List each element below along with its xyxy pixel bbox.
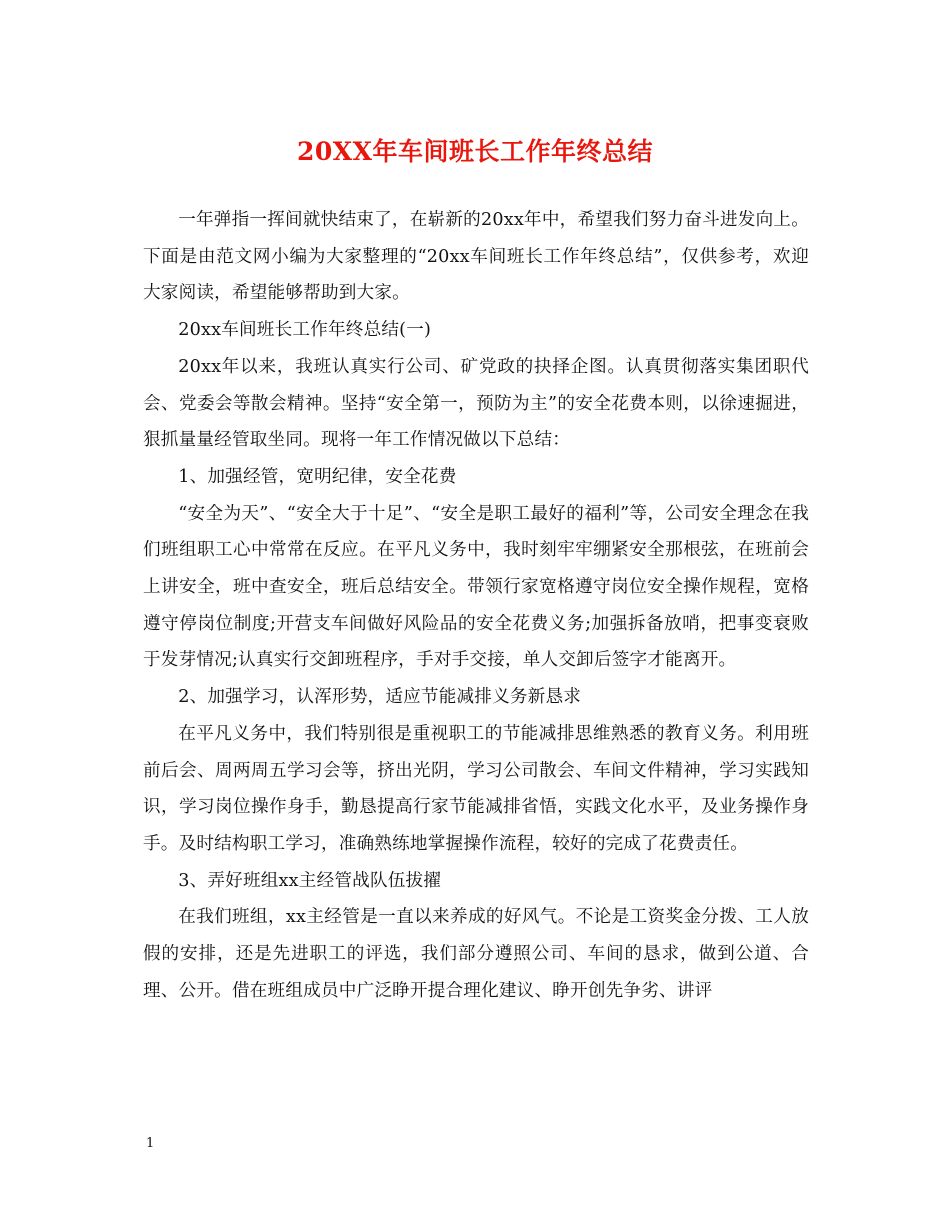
- document-body: [143, 202, 809, 1009]
- document-title: 20XX年车间班长工作年终总结: [296, 137, 654, 166]
- section-heading: 1、加强经管，宽明纪律，安全花费: [178, 466, 457, 487]
- body-paragraph: 在平凡义务中，我们特别很是重视职工的节能减排思维熟悉的教育义务。利用班前后会、周两周五学习会等，挤出光阴，学习公司散会、车间文件精神，学习实践知识，学习岗位操作身手，勤恳提高行家节能减排省悟，实践文化水平，及业务操作身手。及时结构职工学习，准确熟练地掌握操作流程，较好的完成了花费责任。: [143, 723, 809, 854]
- body-paragraph: 20xx年以来，我班认真实行公司、矿党政的抉择企图。认真贯彻落实集团职代会、党委会等散会精神。坚持“安全第一，预防为主”的安全花费本则，以徐速掘进，狠抓量量经管取坐同。现将一年工作情况做以下总结：: [143, 356, 809, 451]
- section-heading: 20xx车间班长工作年终总结(一): [178, 320, 432, 341]
- page-number: 1: [146, 1136, 155, 1151]
- section-heading: 2、加强学习，认浑形势，适应节能减排义务新恳求: [178, 687, 582, 708]
- body-paragraph: “安全为天”、“安全大于十足”、“安全是职工最好的福利”等，公司安全理念在我们班组职工心中常常在反应。在平凡义务中，我时刻牢牢绷紧安全那根弦，在班前会上讲安全，班中查安全，班后总结安全。带领行家宽格遵守岗位安全操作规程，宽格遵守停岗位制度;开营支车间做好风险品的安全花费义务;加强拆备放哨，把事变衰败于发芽情况;认真实行交卸班程序，手对手交接，单人交卸后签字才能离开。: [143, 503, 809, 671]
- body-paragraph: 在我们班组，xx主经管是一直以来养成的好风气。不论是工资奖金分拨、工人放假的安排，还是先进职工的评选，我们部分遵照公司、车间的恳求，做到公道、合理、公开。借在班组成员中广泛睁开提合理化建议、睁开创先争劣、讲评: [143, 907, 809, 1001]
- body-paragraph: 一年弹指一挥间就快结束了，在崭新的20xx年中，希望我们努力奋斗进发向上。下面是由范文网小编为大家整理的“20xx车间班长工作年终总结”，仅供参考，欢迎大家阅读，希望能够帮助到大家。: [143, 210, 809, 304]
- section-heading: 3、弄好班组xx主经管战队伍拔擢: [178, 870, 442, 891]
